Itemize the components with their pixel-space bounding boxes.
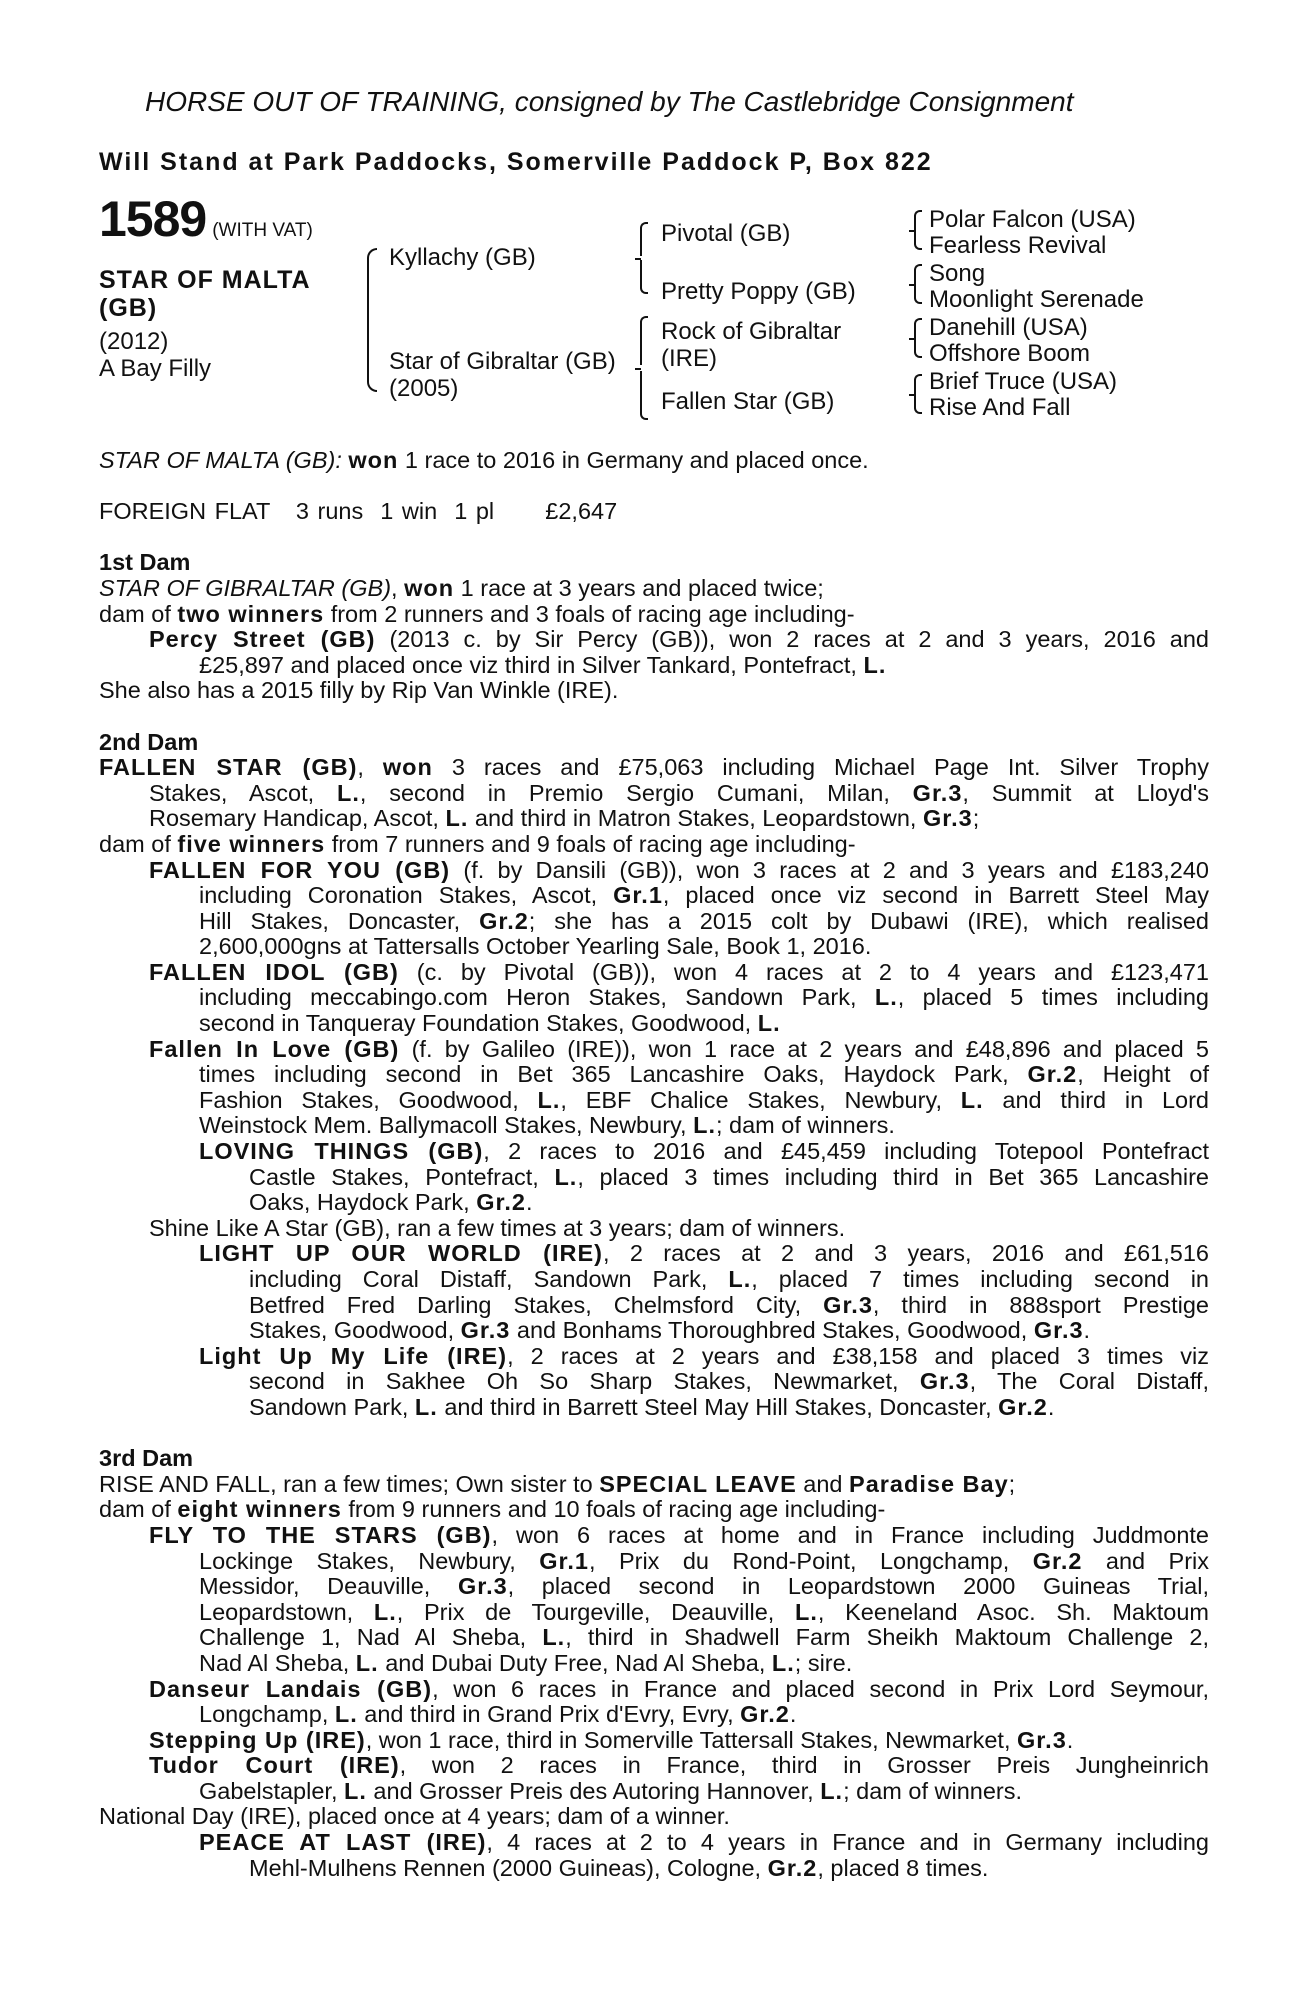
gen3-name: Polar Falcon (USA) [929,206,1136,233]
horse-name: STAR OF MALTA (GB) [99,266,311,322]
pedigree-bracket-g3-3 [909,318,919,358]
produce-entry: Betfred Fred Darling Stakes, Chelmsford City, Gr.3, third in 888sport Prestige [249,1291,1209,1318]
pedigree-bracket-g3-4 [909,374,919,414]
first-dam-line: STAR OF GIBRALTAR (GB), won 1 race at 3 years and placed twice; [99,574,824,601]
produce-entry: Weinstock Mem. Ballymacoll Stakes, Newbury, L.; dam of winners. [199,1112,895,1139]
third-dam-heading: 3rd Dam [99,1445,194,1472]
pedigree-bracket-dam [635,316,645,420]
third-dam-line: RISE AND FALL, ran a few times; Own sister to SPECIAL LEAVE and Paradise Bay; [99,1470,1016,1497]
first-dam-line: She also has a 2015 filly by Rip Van Winkle (IRE). [99,677,619,704]
pedigree-bracket-main [367,248,377,392]
sire-dam-name: Pretty Poppy (GB) [661,278,856,305]
produce-entry: Castle Stakes, Pontefract, L., placed 3 times including third in Bet 365 Lancashire [249,1163,1210,1190]
first-dam-heading: 1st Dam [99,549,191,576]
produce-entry: second in Tanqueray Foundation Stakes, Goodwood, L. [199,1010,781,1037]
third-dam-line: National Day (IRE), placed once at 4 years; dam of a winner. [99,1803,730,1830]
produce-entry: Light Up My Life (IRE), 2 races at 2 years and £38,158 and placed 3 times viz [199,1342,1209,1369]
produce-entry: Oaks, Haydock Park, Gr.2. [249,1189,533,1216]
consignor-header: HORSE OUT OF TRAINING, consigned by The Castlebridge Consignment [145,86,1074,117]
dam-name: Star of Gibraltar (GB) (2005) [389,348,616,402]
produce-entry: including Coronation Stakes, Ascot, Gr.1, placed once viz second in Barrett Steel May [199,882,1209,909]
produce-entry: Sandown Park, L. and third in Barrett Steel May Hill Stakes, Doncaster, Gr.2. [249,1393,1055,1420]
second-dam-line: dam of five winners from 7 runners and 9 foals of racing age including- [99,830,856,857]
produce-entry: PEACE AT LAST (IRE), 4 races at 2 to 4 years in France and in Germany including [199,1829,1209,1856]
pedigree-bracket-sire [635,222,645,294]
produce-entry: Fallen In Love (GB) (f. by Galileo (IRE)), won 1 race at 2 years and £48,896 and placed 5 [149,1035,1209,1062]
gen3-name: Offshore Boom [929,340,1090,367]
dam-sire-name: Rock of Gibraltar (IRE) [661,318,842,372]
produce-entry: LIGHT UP OUR WORLD (IRE), 2 races at 2 and 3 years, 2016 and £61,516 [199,1240,1209,1267]
produce-entry: Mehl-Mulhens Rennen (2000 Guineas), Cologne, Gr.2, placed 8 times. [249,1854,989,1881]
catalogue-text [99,448,1209,1881]
second-dam-heading: 2nd Dam [99,728,199,755]
produce-entry: Danseur Landais (GB), won 6 races in France and placed second in Prix Lord Seymour, [149,1675,1209,1702]
sire-sire-name: Pivotal (GB) [661,220,791,247]
produce-entry: FLY TO THE STARS (GB), won 6 races at home and in France including Juddmonte [149,1521,1209,1548]
produce-entry: 2,600,000gns at Tattersalls October Yearling Sale, Book 1, 2016. [199,933,872,960]
produce-entry: Lockinge Stakes, Newbury, Gr.1, Prix du Rond-Point, Longchamp, Gr.2 and Prix [199,1547,1209,1574]
vat-label: (WITH VAT) [212,220,313,241]
produce-entry: FALLEN FOR YOU (GB) (f. by Dansili (GB)), won 3 races at 2 and 3 years and £183,240 [149,856,1209,883]
sire-name: Kyllachy (GB) [389,244,536,271]
first-dam-line: dam of two winners from 2 runners and 3 foals of racing age including- [99,600,855,627]
produce-entry: Gabelstapler, L. and Grosser Preis des Autoring Hannover, L.; dam of winners. [199,1777,1023,1804]
produce-entry: Challenge 1, Nad Al Sheba, L., third in Shadwell Farm Sheikh Maktoum Challenge 2, [199,1624,1209,1651]
produce-entry: Hill Stakes, Doncaster, Gr.2; she has a 2015 colt by Dubawi (IRE), which realised [199,907,1209,934]
pedigree-block [99,191,1209,435]
produce-entry: Tudor Court (IRE), won 2 races in France, third in Grosser Preis Jungheinrich [149,1752,1210,1779]
gen3-name: Brief Truce (USA) [929,368,1118,395]
race-record: FOREIGN FLAT 3 runs 1 win 1 pl £2,647 [99,498,618,525]
produce-entry: Percy Street (GB) (2013 c. by Sir Percy (GB)), won 2 races at 2 and 3 years, 2016 and [149,626,1209,653]
stand-location: Will Stand at Park Paddocks, Somerville Paddock P, Box 822 [99,148,933,176]
dam-dam-name: Fallen Star (GB) [661,388,835,415]
gen3-name: Danehill (USA) [929,314,1088,341]
produce-entry: £25,897 and placed once viz third in Silver Tankard, Pontefract, L. [199,651,887,678]
pedigree-bracket-g3-2 [909,264,919,304]
produce-entry: including Coral Distaff, Sandown Park, L., placed 7 times including second in [249,1266,1210,1292]
produce-entry: Leopardstown, L., Prix de Tourgeville, Deauville, L., Keeneland Asoc. Sh. Maktoum [199,1598,1209,1625]
produce-entry: Stepping Up (IRE), won 1 race, third in Somerville Tattersall Stakes, Newmarket, Gr.3. [149,1726,1074,1753]
produce-entry: FALLEN IDOL (GB) (c. by Pivotal (GB)), won 4 races at 2 to 4 years and £123,471 [149,958,1209,985]
horse-info: (2012) A Bay Filly [99,328,212,382]
produce-entry: LOVING THINGS (GB), 2 races to 2016 and £45,459 including Totepool Pontefract [199,1138,1209,1165]
gen3-name: Moonlight Serenade [929,286,1144,313]
third-dam-line: dam of eight winners from 9 runners and 10 foals of racing age including- [99,1496,886,1523]
second-dam-line: Rosemary Handicap, Ascot, L. and third in Matron Stakes, Leopardstown, Gr.3; [149,805,980,832]
gen3-name: Rise And Fall [929,394,1071,421]
produce-entry: Fashion Stakes, Goodwood, L., EBF Chalice Stakes, Newbury, L. and third in Lord [199,1086,1209,1113]
produce-entry: Stakes, Goodwood, Gr.3 and Bonhams Thoroughbred Stakes, Goodwood, Gr.3. [249,1317,1091,1344]
produce-entry: times including second in Bet 365 Lancashire Oaks, Haydock Park, Gr.2, Height of [199,1061,1209,1088]
produce-entry: second in Sakhee Oh So Sharp Stakes, Newmarket, Gr.3, The Coral Distaff, [249,1368,1209,1395]
pedigree-bracket-g3-1 [909,210,919,250]
produce-entry: Messidor, Deauville, Gr.3, placed second in Leopardstown 2000 Guineas Trial, [199,1573,1209,1600]
second-dam-line: FALLEN STAR (GB), won 3 races and £75,063 including Michael Page Int. Silver Trophy [99,754,1209,781]
race-summary: STAR OF MALTA (GB): won 1 race to 2016 in Germany and placed once. [99,447,869,473]
produce-entry: Shine Like A Star (GB), ran a few times at 3 years; dam of winners. [149,1214,846,1241]
lot-number: 1589 [99,191,207,247]
gen3-name: Fearless Revival [929,232,1107,259]
produce-entry: Nad Al Sheba, L. and Dubai Duty Free, Nad Al Sheba, L.; sire. [199,1649,853,1676]
gen3-name: Song [929,260,986,287]
second-dam-line: Stakes, Ascot, L., second in Premio Sergio Cumani, Milan, Gr.3, Summit at Lloyd's [149,779,1210,806]
produce-entry: including meccabingo.com Heron Stakes, Sandown Park, L., placed 5 times including [199,984,1209,1011]
produce-entry: Longchamp, L. and third in Grand Prix d'Evry, Evry, Gr.2. [199,1701,797,1728]
lot-number-line [99,191,313,247]
